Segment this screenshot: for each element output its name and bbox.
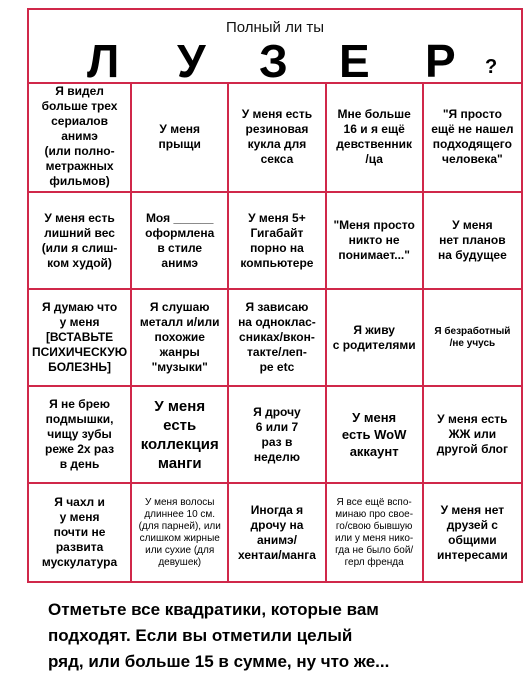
bingo-cell[interactable]: У меня есть коллекция манги: [132, 387, 229, 484]
title-letter-1: Л: [87, 35, 120, 87]
bingo-cell[interactable]: Я живу с родителями: [327, 290, 424, 387]
question-mark: ?: [485, 56, 498, 78]
bingo-cell[interactable]: Я думаю что у меня [ВСТАВЬТЕ ПСИХИЧЕСКУЮ БОЛЕЗНЬ]: [29, 290, 132, 387]
bingo-cell[interactable]: У меня есть лишний вес (или я слиш- ком худой): [29, 193, 132, 290]
bingo-cell[interactable]: Я зависаю на однoклас- сниках/вкон- такте/леп- ре etc: [229, 290, 326, 387]
bingo-cell[interactable]: "Я просто ещё не нашел подходящего человека": [424, 82, 521, 193]
bingo-cell[interactable]: Я дрочу 6 или 7 раз в неделю: [229, 387, 326, 484]
instructions-text: Отметьте все квадратики, которые вам подходят. Если вы отметили целый ряд, или больше 15 в сумме, ну что же...: [48, 600, 390, 671]
bingo-cell[interactable]: "Меня просто никто не понимает...": [327, 193, 424, 290]
bingo-cell[interactable]: У меня прыщи: [132, 82, 229, 193]
bingo-cell[interactable]: У меня нет планов на будущее: [424, 193, 521, 290]
bingo-cell[interactable]: У меня 5+ Гигабайт порно на компьютере: [229, 193, 326, 290]
subtitle: Полный ли ты: [225, 19, 325, 36]
bingo-cell[interactable]: У меня есть WoW аккаунт: [327, 387, 424, 484]
bingo-cell[interactable]: Моя ______ оформлена в стиле анимэ: [132, 193, 229, 290]
bingo-cell[interactable]: У меня есть резиновая кукла для секса: [229, 82, 326, 193]
title-letter-3: З: [259, 35, 288, 87]
bingo-cell[interactable]: Иногда я дрочу на анимэ/ хентаи/манга: [229, 484, 326, 581]
title-letter-2: У: [177, 35, 206, 87]
card-header: [29, 10, 521, 87]
bingo-cell[interactable]: У меня нет друзей с общими интересами: [436, 502, 508, 562]
bingo-cell[interactable]: Я безработный /не учусь: [424, 290, 521, 387]
bingo-card: [27, 8, 523, 583]
bingo-cell[interactable]: Я слушаю металл и/или похожие жанры "музыки": [132, 290, 229, 387]
bingo-cell[interactable]: Я видел больше трех сериалов анимэ (или полно- метражных фильмов): [29, 82, 132, 193]
title-letter-4: Е: [339, 35, 370, 87]
bingo-cell[interactable]: У меня есть ЖЖ или другой блог: [424, 387, 521, 484]
bingo-cell[interactable]: Я не брею подмышки, чищу зубы реже 2х раз в день: [29, 387, 132, 484]
bingo-cell[interactable]: У меня волосы длиннее 10 см. (для парней), или слишком жирные или сухие (для девушек): [132, 484, 229, 581]
title-letter-5: Р: [425, 35, 456, 87]
bingo-cell[interactable]: Я все ещё вспо- минаю про свое- го/свою бывшую или у меня нико- гда не было бой/ герл френда: [327, 484, 424, 581]
bingo-cell[interactable]: Я чахл и у меня почти не развита мускулатура: [29, 484, 132, 581]
bingo-cell[interactable]: Мне больше 16 и я ещё девственник /ца: [327, 82, 424, 193]
bingo-grid: [29, 82, 521, 581]
